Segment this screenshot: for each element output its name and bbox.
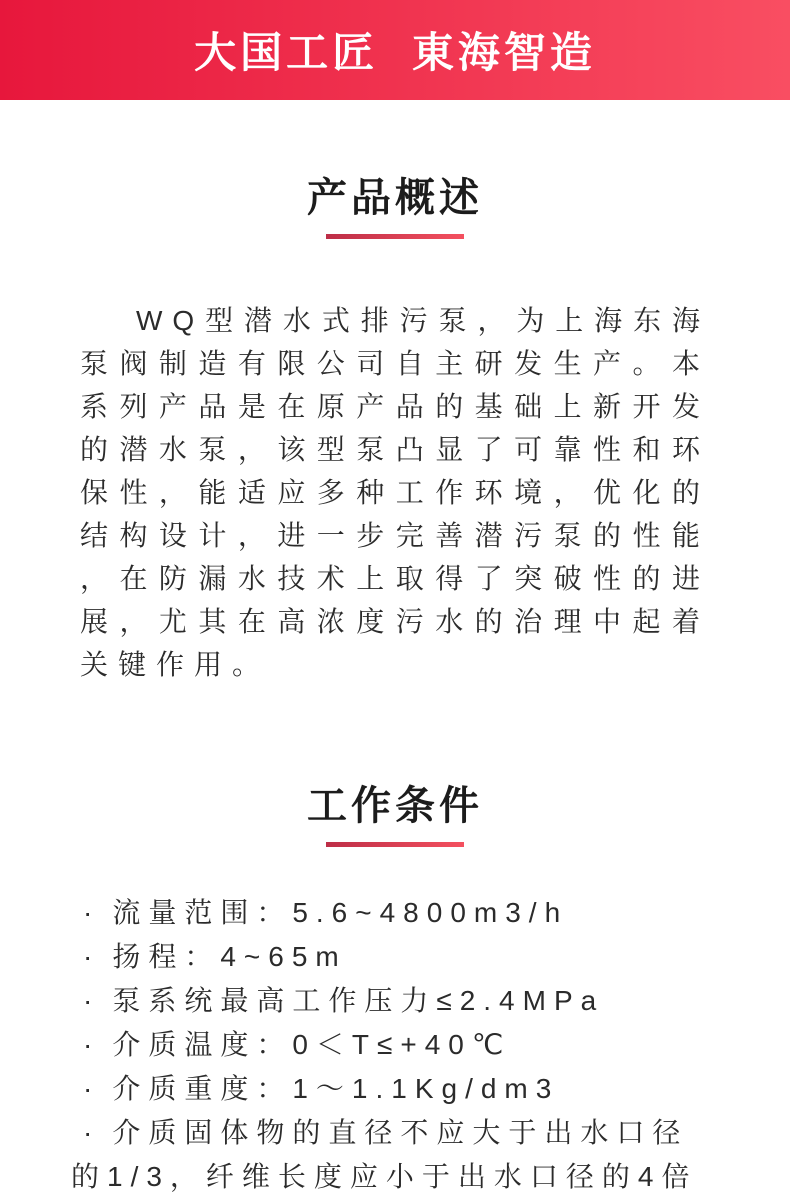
condition-item-label: 介质固体物的直径不应大于出水口径的1/3，纤维长度应小于出水口径的4倍 bbox=[71, 1117, 698, 1192]
bullet-dot: · bbox=[83, 1029, 101, 1060]
bullet-dot: · bbox=[83, 897, 101, 928]
bullet-dot: · bbox=[83, 1073, 101, 1104]
bullet-dot: · bbox=[83, 941, 101, 972]
section-title-working-conditions: 工作条件 bbox=[307, 784, 483, 828]
condition-item-label: 扬程：4~65m bbox=[112, 941, 347, 972]
overview-paragraph: WQ型潜水式排污泵，为上海东海泵阀制造有限公司自主研发生产。本系列产品是在原产品的基础上新开发的潜水泵，该型泵凸显了可靠性和环保性，能适应多种工作环境，优化的结构设计，进一步完善潜污泵的性能，在防漏水技术上取得了突破性的进展，尤其在高浓度污水的治理中起着关键作用。 bbox=[80, 305, 710, 680]
title-underline-overview bbox=[326, 234, 464, 239]
condition-item-label: 泵系统最高工作压力≤2.4MPa bbox=[112, 985, 605, 1016]
condition-item-medium-density bbox=[71, 1067, 719, 1111]
bullet-dot: · bbox=[83, 1117, 101, 1148]
condition-item-head bbox=[71, 935, 719, 979]
banner-title: 大国工匠 東海智造 bbox=[194, 29, 596, 76]
section-title-overview: 产品概述 bbox=[307, 176, 483, 220]
condition-item-flow-range bbox=[71, 891, 719, 935]
condition-item-label: 介质温度：0＜T≤+40℃ bbox=[112, 1029, 512, 1060]
top-banner bbox=[0, 0, 790, 100]
bullet-dot: · bbox=[83, 985, 101, 1016]
condition-item-max-pressure bbox=[71, 979, 719, 1023]
condition-item-solids-size bbox=[71, 1111, 719, 1196]
condition-item-label: 介质重度：1～1.1Kg/dm3 bbox=[112, 1073, 560, 1104]
title-underline-working-conditions bbox=[326, 842, 464, 847]
condition-item-medium-temperature bbox=[71, 1023, 719, 1067]
working-conditions-list bbox=[71, 891, 719, 1196]
condition-item-label: 流量范围：5.6~4800m3/h bbox=[112, 897, 569, 928]
